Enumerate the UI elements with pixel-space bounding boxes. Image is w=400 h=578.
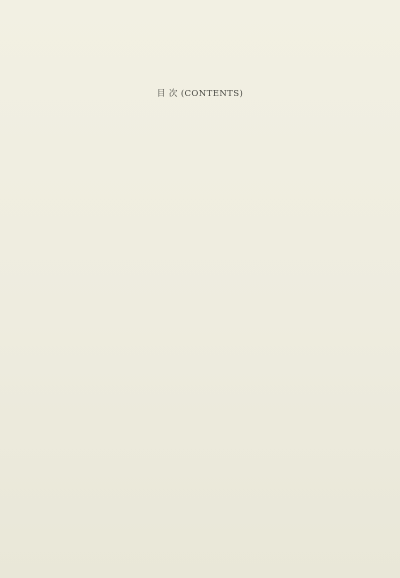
contents-heading: 目 次 (CONTENTS) <box>156 89 244 99</box>
